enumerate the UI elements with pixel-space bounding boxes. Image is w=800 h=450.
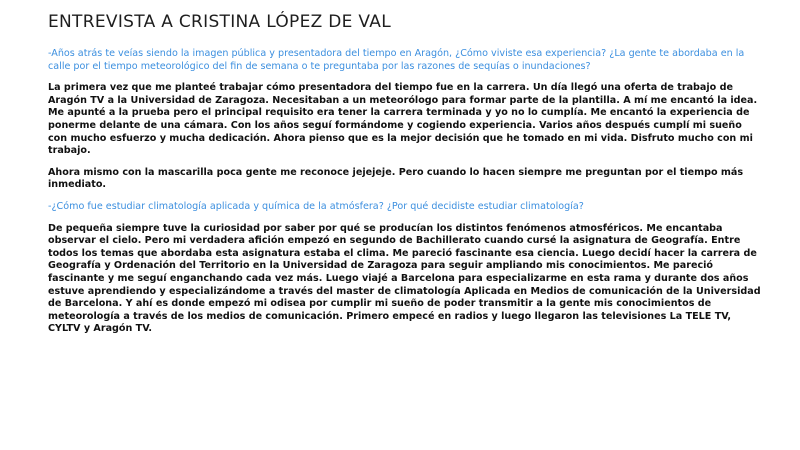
- page-title: ENTREVISTA A CRISTINA LÓPEZ DE VAL: [48, 12, 391, 32]
- interview-answer: La primera vez que me planteé trabajar cómo presentadora del tiempo fue en la carrera. Un día llegó una oferta de trabajo de Aragón TV a la Universidad de Zaragoza. Necesitaban a un meteorólogo para formar parte de la plantilla. A mí me encantó la idea. Me apunté a la prueba pero el principal requisito era tener la carrera terminada y yo no lo cumplía. Me encantó la experiencia de ponerme delante de una cámara. Con los años seguí formándome y cogiendo experiencia. Varios años después cumplí mi sueño con mucho esfuerzo y mucha dedicación. Ahora pienso que es la mejor decisión que he tomado en mi vida. Disfruto mucho con mi trabajo.: [48, 82, 758, 157]
- interview-answer: Ahora mismo con la mascarilla poca gente me reconoce jejejeje. Pero cuando lo hacen siempre me preguntan por el tiempo más inmediato.: [48, 166, 744, 191]
- interview-question: -Años atrás te veías siendo la imagen pública y presentadora del tiempo en Aragón, ¿Cómo viviste esa experiencia? ¿La gente te abordaba en la calle por el tiempo meteorológico del fin de semana o te preguntaba por las razones de sequías o inundaciones?: [48, 48, 745, 72]
- document-page: [48, 12, 763, 345]
- interview-answer: De pequeña siempre tuve la curiosidad por saber por qué se producían los distintos fenómenos atmosféricos. Me encantaba observar el cielo. Pero mi verdadera afición empezó en segundo de Bachillerato cuando cursé la asignatura de Geografía. Entre todos los temas que abordaba esta asignatura estaba el clima. Me pareció fascinante esa ciencia. Luego decidí hacer la carrera de Geografía y Ordenación del Territorio en la Universidad de Zaragoza para seguir ampliando mis conocimientos. Me pareció fascinante y me seguí enganchando cada vez más. Luego viajé a Barcelona para especializarme en esta rama y durante dos años estuve aprendiendo y especializándome a través del master de climatología Aplicada en Medios de comunicación de la Universidad de Barcelona. Y ahí es donde empezó mi odisea por cumplir mi sueño de poder transmitir a la gente mis conocimientos de meteorología a través de los medios de comunicación. Primero empecé en radios y luego llegaron las televisiones La TELE TV, CYLTV y Aragón TV.: [48, 222, 761, 335]
- interview-question: -¿Cómo fue estudiar climatología aplicada y química de la atmósfera? ¿Por qué decidiste estudiar climatología?: [48, 200, 584, 212]
